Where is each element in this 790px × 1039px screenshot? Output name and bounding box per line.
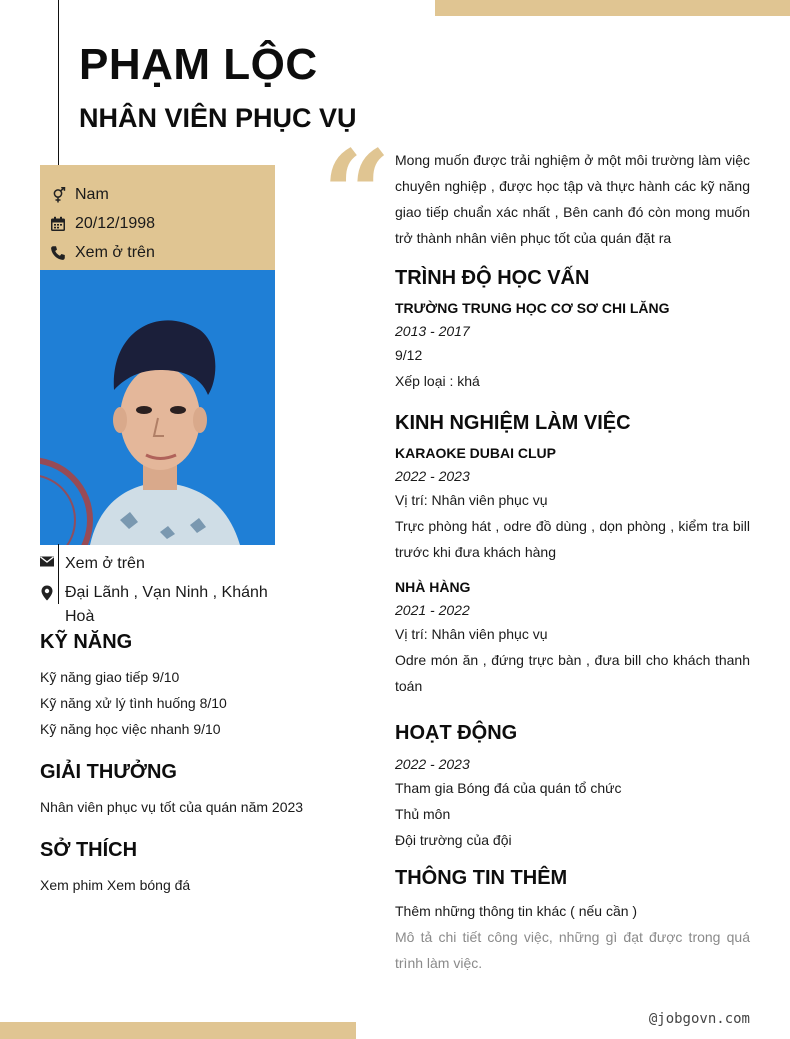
skill-item: Kỹ năng học việc nhanh 9/10 xyxy=(40,721,221,737)
company-name: NHÀ HÀNG xyxy=(395,579,471,595)
job-entry xyxy=(395,443,750,565)
gender-value: Nam xyxy=(75,185,109,203)
career-objective: Mong muốn được trải nghiệm ở một môi trường làm việc chuyên nghiệp , được học tập và thực hành các kỹ năng giao tiếp chuẩn xác nhất , Bên canh đó còn mong muốn trở thành nhân viên phục tốt của quán đặt ra xyxy=(395,152,750,246)
company-name: KARAOKE DUBAI CLUP xyxy=(395,445,556,461)
education-section xyxy=(395,267,750,394)
education-detail: Xếp loại : khá xyxy=(395,373,480,389)
skills-title: KỸ NĂNG xyxy=(40,631,133,653)
gender-row xyxy=(40,180,275,209)
job-description: Odre món ăn , đứng trực bàn , đưa bill cho khách thanh toán xyxy=(395,652,750,694)
activities-title: HOẠT ĐỘNG xyxy=(395,722,518,744)
education-title: TRÌNH ĐỘ HỌC VẤN xyxy=(395,267,590,289)
bottom-accent-bar xyxy=(0,1022,356,1039)
additional-info-title: THÔNG TIN THÊM xyxy=(395,867,568,889)
award-item: Nhân viên phục vụ tốt của quán năm 2023 xyxy=(40,799,304,815)
job-time: 2021 - 2022 xyxy=(395,602,470,618)
contact-info xyxy=(40,552,280,634)
quote-icon: “ xyxy=(322,124,392,265)
address-value: Đại Lãnh , Vạn Ninh , Khánh Hoà xyxy=(65,584,268,625)
skill-item: Kỹ năng giao tiếp 9/10 xyxy=(40,669,180,685)
skills-section xyxy=(40,631,340,742)
email-icon xyxy=(40,556,54,567)
job-position: Vị trí: Nhân viên phục vụ xyxy=(395,492,548,508)
job-position: Vị trí: Nhân viên phục vụ xyxy=(395,626,548,642)
school-name: TRƯỜNG TRUNG HỌC CƠ SƠ CHI LĂNG xyxy=(395,300,670,316)
job-title: NHÂN VIÊN PHỤC VỤ xyxy=(79,103,357,133)
activity-detail: Đội trường của đội xyxy=(395,832,512,848)
activities-section xyxy=(395,722,750,853)
activity-detail: Thủ môn xyxy=(395,806,451,822)
phone-row xyxy=(40,238,275,267)
watermark: @jobgovn.com xyxy=(648,1011,750,1027)
experience-title: KINH NGHIỆM LÀM VIỆC xyxy=(395,412,631,434)
hobbies-section xyxy=(40,839,340,898)
hobby-item: Xem phim Xem bóng đá xyxy=(40,877,191,893)
job-entry xyxy=(395,577,750,699)
job-time: 2022 - 2023 xyxy=(395,468,470,484)
email-row xyxy=(40,552,280,576)
awards-section xyxy=(40,761,340,820)
phone-icon xyxy=(50,245,66,261)
activity-time: 2022 - 2023 xyxy=(395,756,470,772)
email-value: Xem ở trên xyxy=(65,555,145,572)
skill-item: Kỹ năng xử lý tình huống 8/10 xyxy=(40,695,227,711)
job-description: Trực phòng hát , odre đồ dùng , dọn phòng , kiểm tra bill trước khi đưa khách hàng xyxy=(395,518,750,560)
birthday-value: 20/12/1998 xyxy=(75,214,156,232)
address-row xyxy=(40,581,280,629)
phone-value: Xem ở trên xyxy=(75,243,155,261)
additional-info-line: Thêm những thông tin khác ( nếu cần ) xyxy=(395,903,638,919)
awards-title: GIẢI THƯỞNG xyxy=(40,761,177,783)
hobbies-title: SỞ THÍCH xyxy=(40,839,138,861)
education-detail: 9/12 xyxy=(395,347,423,363)
top-accent-bar xyxy=(435,0,790,16)
vertical-divider xyxy=(58,0,59,165)
calendar-icon xyxy=(50,216,66,232)
location-icon xyxy=(40,585,54,601)
profile-photo xyxy=(40,270,275,545)
education-time: 2013 - 2017 xyxy=(395,323,470,339)
personal-info-box xyxy=(40,165,275,270)
additional-info-section xyxy=(395,867,750,976)
candidate-name: PHẠM LỘC xyxy=(79,40,318,89)
gender-icon xyxy=(50,187,66,203)
additional-info-placeholder: Mô tả chi tiết công việc, những gì đạt được trong quá trình làm việc. xyxy=(395,929,750,971)
birthday-row xyxy=(40,209,275,238)
experience-section xyxy=(395,412,750,699)
activity-detail: Tham gia Bóng đá của quán tổ chức xyxy=(395,780,622,796)
